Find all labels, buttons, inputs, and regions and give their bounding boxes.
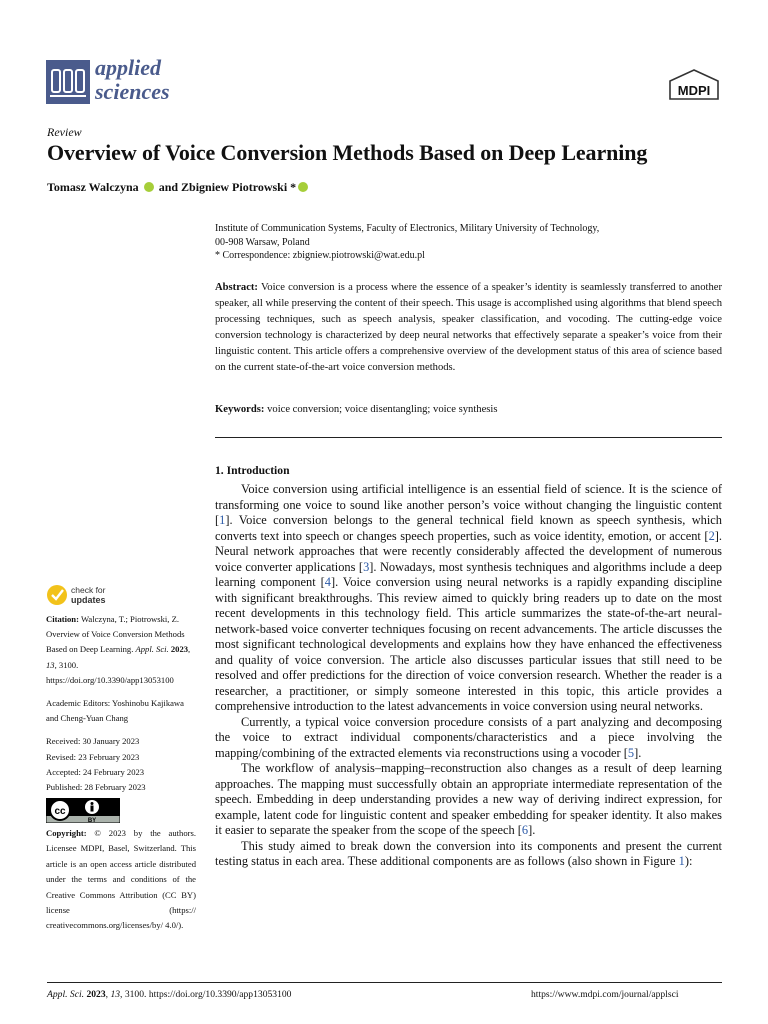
abstract — [215, 280, 722, 376]
citation-link[interactable]: 4 — [324, 575, 331, 589]
citation-link[interactable]: 5 — [627, 745, 635, 760]
abstract-label: Abstract: — [215, 282, 258, 293]
divider — [215, 437, 722, 438]
article-type: Review — [47, 125, 82, 139]
cc-by-label: BY — [87, 818, 97, 823]
author-connector: and — [158, 180, 179, 194]
journal-name: applied sciences — [95, 55, 170, 104]
author-name[interactable]: Tomasz Walczyna — [47, 180, 139, 194]
citation-link[interactable]: 2 — [708, 528, 715, 543]
cc-by-license-icon[interactable] — [46, 798, 120, 823]
check-updates-line1: check for — [71, 585, 106, 595]
mdpi-label: MDPI — [677, 83, 711, 98]
mdpi-logo-icon — [668, 69, 720, 101]
body-text — [215, 482, 722, 870]
check-updates-icon — [47, 585, 67, 605]
paragraph: The workflow of analysis–mapping–reconstruction also changes as a result of deep learning approaches. The mapping must successfully obtain an appropriate intermediate representation of the speech. Embedding in deep understanding provides a new way of deriving indirect expression, for example, latent code for linguistic content and speaker embedding for speaker identity. It also makes it easier to separate the speaker from the scope of the speech [6]. — [215, 761, 722, 837]
article-info-sidebar — [46, 612, 196, 795]
paragraph: Currently, a typical voice conversion procedure consists of a part analyzing and decomposing the voice to extract individual components/characteristics and a piece involving the mapping/combining of the extracted elements via reconstructions using a vocoder [5]. — [215, 714, 722, 760]
citation-link[interactable]: 1 — [219, 513, 226, 527]
figure-link[interactable]: 1 — [678, 854, 685, 868]
corresponding-star: * — [290, 180, 297, 194]
keywords-text: voice conversion; voice disentangling; voice synthesis — [267, 404, 498, 415]
article-title: Overview of Voice Conversion Methods Based on Deep Learning — [47, 140, 648, 165]
footer-citation: Appl. Sci. 2023, 13, 3100. https://doi.org/10.3390/app13053100 — [47, 989, 292, 1000]
correspondence: * Correspondence: zbigniew.piotrowski@wat.edu.pl — [215, 250, 425, 261]
published-date: Published: 28 February 2023 — [46, 782, 146, 793]
paragraph: Voice conversion using artificial intelligence is an essential field of science. It is the science of transforming one voice to sound like another person’s voice without changing the linguistic content [1]. Voice conversion belongs to the general technical field known as speech synthesis, which converts text into speech or changes speech properties, such as voice identity, emotion, or accent [2]. Neural network approaches that were recently considerably affected the development of numerous voice converter applications [3]. Nowadays, most synthesis techniques and algorithms include a deep learning component [4]. Voice conversion using neural networks is a rapidly expanding discipline with significant breakthroughs. This review aimed to quickly bring readers up to date on the most recent developments in this technology field. This article summarizes the state-of-the-art neural-network-based voice converter techniques focusing on recent advancements. The article discusses the most significant technological developments and explains how they have enhanced the effectiveness and quality of voice conversion. The article also discusses particular issues that still need to be resolved and offer predictions for the direction of voice conversion research. Whether the reader is a researcher, a practitioner, or simply someone interested in this topic, this article provides a comprehensive introduction to the latest advancements in voice conversion using neural networks. — [215, 482, 722, 713]
svg-text:cc: cc — [54, 806, 66, 817]
citation-link[interactable]: 3 — [363, 559, 370, 574]
check-for-updates-button[interactable] — [46, 583, 126, 607]
copyright-notice: Copyright: © 2023 by the authors. Licensee MDPI, Basel, Switzerland. This article is an open access article distributed under the terms and conditions of the Creative Commons Attribution (CC BY) license (https:// creativecommons.org/licenses/by/ 4.0/). — [46, 828, 196, 931]
accepted-date: Accepted: 24 February 2023 — [46, 766, 145, 777]
check-updates-line2: updates — [71, 595, 106, 605]
citation-block: Citation: Walczyna, T.; Piotrowski, Z. Overview of Voice Conversion Methods Based on Deep Learning. Appl. Sci. 2023, 13, 3100. https://doi.org/10.3390/app13053100 — [46, 614, 191, 685]
keywords — [215, 404, 722, 415]
dates — [46, 734, 196, 795]
author-list — [47, 180, 310, 195]
section-heading: 1. Introduction — [215, 464, 290, 477]
orcid-icon[interactable] — [144, 182, 154, 192]
revised-date: Revised: 23 February 2023 — [46, 751, 140, 762]
citation-link[interactable]: 6 — [521, 823, 529, 837]
keywords-label: Keywords: — [215, 404, 265, 415]
author-name[interactable]: Zbigniew Piotrowski — [181, 180, 288, 194]
orcid-icon[interactable] — [298, 182, 308, 192]
journal-logo-icon — [46, 60, 90, 104]
affiliation: Institute of Communication Systems, Faculty of Electronics, Military University of Technology, 00-908 Warsaw, Poland * Correspondence: zbigniew.piotrowski@wat.edu.pl — [215, 222, 725, 263]
abstract-text: Voice conversion is a process where the essence of a speaker’s identity is seamlessly transferred to another speaker, all while preserving the content of their speech. This usage is accomplished using algorithms that blend speech processing techniques, such as speech analysis, speaker classification, and vocoding. The cutting-edge voice conversion technology is characterized by deep neural networks that effectively separate a speaker’s voice from their linguistic content. This article offers a comprehensive overview of the development status of this area of science based on the current state-of-the-art voice conversion methods. — [215, 282, 722, 373]
academic-editors: Academic Editors: Yoshinobu Kajikawa and Cheng-Yuan Chang — [46, 698, 184, 724]
received-date: Received: 30 January 2023 — [46, 736, 140, 747]
footer-divider — [47, 982, 722, 983]
paragraph: This study aimed to break down the conversion into its components and present the current testing status in each area. These additional components are as follows (also shown in Figure 1): — [215, 838, 722, 868]
footer-journal-url[interactable]: https://www.mdpi.com/journal/applsci — [531, 989, 679, 1000]
